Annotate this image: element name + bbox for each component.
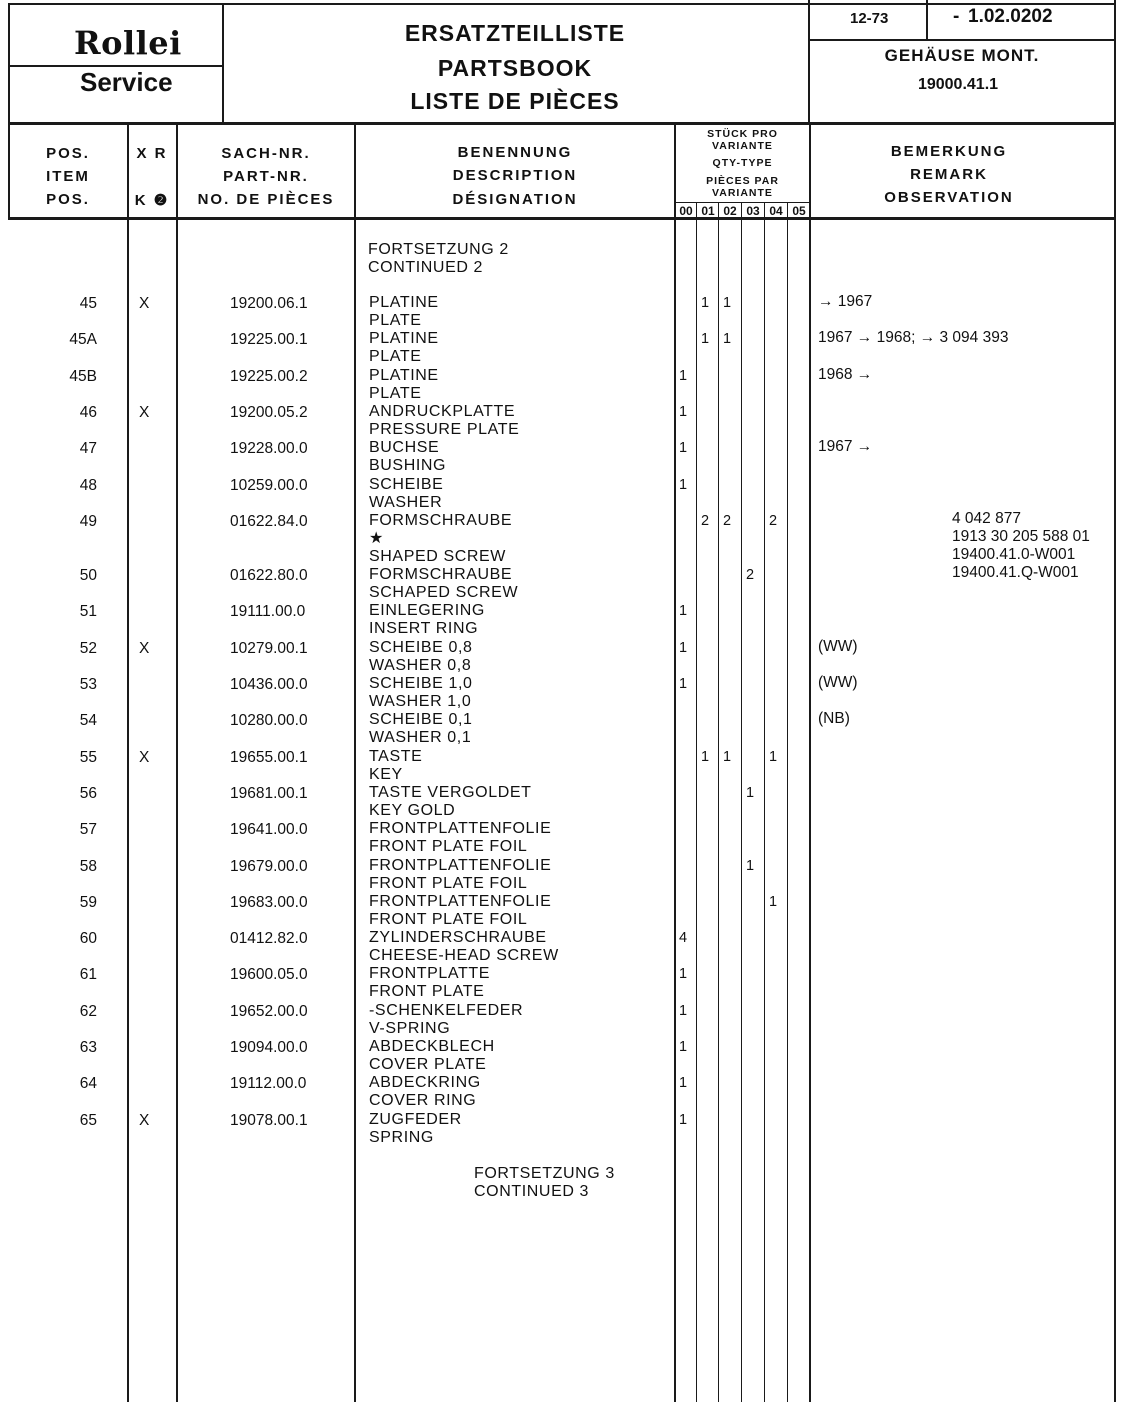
designation-line: PLATE: [369, 348, 422, 365]
qty-variant-04: 2: [768, 513, 778, 529]
title-english: PARTSBOOK: [437, 55, 593, 81]
frame-left-top: [8, 3, 10, 123]
title-german: ERSATZTEILLISTE: [404, 20, 626, 46]
designation-line: COVER RING: [369, 1092, 477, 1109]
part-number: 01622.80.0: [230, 567, 308, 584]
divider-variant-02: [741, 202, 742, 1402]
col-qty-line2: VARIANTE: [712, 140, 773, 152]
part-number: 19679.00.0: [230, 858, 308, 875]
part-number: 19683.00.0: [230, 894, 308, 911]
pos-number: 63: [79, 1039, 97, 1056]
col-desc-en: DESCRIPTION: [452, 167, 578, 184]
pos-number: 64: [79, 1075, 97, 1092]
qty-variant-00: 1: [678, 1112, 688, 1128]
col-pos-en: ITEM: [46, 168, 90, 185]
variant-05: 05: [792, 204, 806, 218]
col-qty-line4: PIÈCES PAR: [706, 175, 779, 187]
issue-date: 12-73: [850, 10, 889, 27]
qty-variant-00: 4: [678, 930, 688, 946]
designation-line: KEY: [369, 766, 403, 783]
designation-line: FRONT PLATE FOIL: [369, 838, 528, 855]
part-number: 19200.06.1: [230, 295, 308, 312]
designation-line: EINLEGERING: [369, 602, 485, 619]
variant-02: 02: [723, 204, 737, 218]
designation-line: BUCHSE: [369, 439, 440, 456]
qty-variant-04: 1: [768, 749, 778, 765]
qty-variant-03: 1: [745, 785, 755, 801]
part-number: 19200.05.2: [230, 404, 308, 421]
continued-top-de: FORTSETZUNG 2: [368, 241, 509, 258]
designation-line: WASHER: [369, 494, 443, 511]
qty-variant-02: 2: [722, 513, 732, 529]
assembly-number: 19000.41.1: [917, 76, 999, 93]
designation-line: PLATE: [369, 385, 422, 402]
designation-line: PLATE: [369, 312, 422, 329]
qty-variant-03: 2: [745, 567, 755, 583]
designation-line: FORMSCHRAUBE: [369, 512, 513, 529]
date-divider: [808, 39, 1116, 41]
pos-number: 50: [79, 567, 97, 584]
continued-top-en: CONTINUED 2: [368, 259, 484, 276]
qty-variant-04: 1: [768, 894, 778, 910]
divider-xr: [176, 124, 178, 1402]
designation-line: FRONTPLATTENFOLIE: [369, 820, 552, 837]
variant-00: 00: [679, 204, 693, 218]
doc-number: 1.02.0202: [968, 6, 1053, 27]
pos-number: 56: [79, 785, 97, 802]
col-part-de: SACH-NR.: [221, 145, 311, 162]
col-pos-fr: POS.: [46, 191, 90, 208]
designation-line: ABDECKRING: [369, 1074, 481, 1091]
divider-variant-01: [718, 202, 719, 1402]
remark: (NB): [818, 710, 850, 727]
designation-line: WASHER 0,8: [369, 657, 472, 674]
title-french: LISTE DE PIÈCES: [410, 88, 620, 114]
pos-number: 65: [79, 1112, 97, 1129]
pos-number: 48: [79, 477, 97, 494]
part-number: 19655.00.1: [230, 749, 308, 766]
qty-variant-02: 1: [722, 749, 732, 765]
pos-number: 51: [79, 603, 97, 620]
part-number: 19094.00.0: [230, 1039, 308, 1056]
col-remark-de: BEMERKUNG: [890, 143, 1008, 160]
part-number: 19641.00.0: [230, 821, 308, 838]
part-number: 19652.00.0: [230, 1003, 308, 1020]
col-qty-line5: VARIANTE: [712, 187, 773, 199]
pos-number: 53: [79, 676, 97, 693]
service-label: Service: [80, 67, 173, 97]
side-remark-1: 4 042 877: [952, 510, 1021, 527]
pos-number: 62: [79, 1003, 97, 1020]
side-remark-2: 1913 30 205 588 01: [952, 528, 1090, 545]
designation-line: COVER PLATE: [369, 1056, 487, 1073]
pos-number: 45B: [69, 368, 97, 385]
part-number: 01412.82.0: [230, 930, 308, 947]
title-bottom: [8, 122, 1116, 125]
divider-variant-00: [696, 202, 697, 1402]
pos-number: 60: [79, 930, 97, 947]
part-number: 01622.84.0: [230, 513, 308, 530]
pos-number: 54: [79, 712, 97, 729]
qty-variant-00: 1: [678, 440, 688, 456]
pos-number: 47: [79, 440, 97, 457]
qty-variant-00: 1: [678, 1075, 688, 1091]
designation-line: PLATINE: [369, 294, 439, 311]
qty-variant-02: 1: [722, 295, 732, 311]
assembly-name: GEHÄUSE MONT.: [884, 46, 1040, 65]
pos-number: 45A: [69, 331, 97, 348]
xr-flag: X: [139, 749, 150, 766]
divider-pos: [127, 124, 129, 1402]
qty-variant-00: 1: [678, 603, 688, 619]
designation-line: ANDRUCKPLATTE: [369, 403, 516, 420]
designation-line: PLATINE: [369, 330, 439, 347]
part-number: 19225.00.1: [230, 331, 308, 348]
designation-line: WASHER 1,0: [369, 693, 472, 710]
remark: 1967 → 1968; → 3 094 393: [818, 329, 1009, 346]
qty-variant-00: 1: [678, 1039, 688, 1055]
pos-number: 59: [79, 894, 97, 911]
remark: 1968 →: [818, 366, 873, 383]
divider-part: [354, 124, 356, 1402]
designation-line: ABDECKBLECH: [369, 1038, 495, 1055]
col-part-en: PART-NR.: [223, 168, 309, 185]
pos-number: 58: [79, 858, 97, 875]
qty-variant-00: 1: [678, 966, 688, 982]
frame-right: [1114, 124, 1116, 1402]
side-remark-4: 19400.41.Q-W001: [952, 564, 1079, 581]
pos-number: 61: [79, 966, 97, 983]
designation-line: FRONTPLATTE: [369, 965, 490, 982]
col-part-fr: NO. DE PIÈCES: [197, 191, 335, 208]
pos-number: 55: [79, 749, 97, 766]
col-remark-en: REMARK: [910, 166, 988, 183]
remark: (WW): [818, 674, 858, 691]
part-number: 10259.00.0: [230, 477, 308, 494]
qty-variant-02: 1: [722, 331, 732, 347]
designation-line: FRONT PLATE FOIL: [369, 911, 528, 928]
part-number: 19112.00.0: [230, 1075, 307, 1092]
xr-flag: X: [139, 640, 150, 657]
doc-number-divider: [926, 0, 928, 40]
col-desc-de: BENENNUNG: [457, 144, 573, 161]
designation-line: SCHAPED SCREW: [369, 584, 519, 601]
part-number: 10280.00.0: [230, 712, 308, 729]
xr-flag: X: [139, 295, 150, 312]
qty-variant-01: 2: [700, 513, 710, 529]
divider-desc: [674, 124, 676, 1402]
rollei-logo: Rollei: [74, 24, 182, 62]
designation-line: SPRING: [369, 1129, 434, 1146]
qty-variant-00: 1: [678, 1003, 688, 1019]
designation-line: BUSHING: [369, 457, 447, 474]
designation-line: FORMSCHRAUBE: [369, 566, 513, 583]
designation-line: TASTE: [369, 748, 423, 765]
xr-flag: X: [139, 1112, 150, 1129]
variant-03: 03: [746, 204, 760, 218]
designation-line: SCHEIBE 1,0: [369, 675, 473, 692]
frame-top: [8, 3, 1116, 5]
col-remark-fr: OBSERVATION: [884, 189, 1014, 206]
designation-line: PLATINE: [369, 367, 439, 384]
part-number: 19078.00.1: [230, 1112, 308, 1129]
qty-variant-03: 1: [745, 858, 755, 874]
designation-line: INSERT RING: [369, 620, 479, 637]
qty-variant-00: 1: [678, 640, 688, 656]
designation-line: FRONTPLATTENFOLIE: [369, 893, 552, 910]
qty-variant-00: 1: [678, 404, 688, 420]
doc-number-dash: -: [953, 6, 960, 27]
divider-variant-04: [787, 202, 788, 1402]
col-xr-top: X R: [136, 145, 168, 162]
col-qty-line1: STÜCK PRO: [707, 128, 778, 140]
designation-line: PRESSURE PLATE: [369, 421, 520, 438]
designation-line: FRONT PLATE FOIL: [369, 875, 528, 892]
xr-flag: X: [139, 404, 150, 421]
designation-line: SCHEIBE 0,8: [369, 639, 473, 656]
continued-bottom-en: CONTINUED 3: [474, 1183, 590, 1200]
designation-line: FRONTPLATTENFOLIE: [369, 857, 552, 874]
part-number: 19600.05.0: [230, 966, 308, 983]
col-qty-line3: QTY-TYPE: [712, 157, 773, 169]
continued-bottom-de: FORTSETZUNG 3: [474, 1165, 615, 1182]
remark: 1967 →: [818, 438, 873, 455]
col-desc-fr: DÉSIGNATION: [452, 191, 578, 208]
designation-line: TASTE VERGOLDET: [369, 784, 532, 801]
qty-variant-00: 1: [678, 477, 688, 493]
designation-line: SCHEIBE: [369, 476, 444, 493]
designation-line: FRONT PLATE: [369, 983, 485, 1000]
designation-line: ZUGFEDER: [369, 1111, 462, 1128]
part-number: 10436.00.0: [230, 676, 308, 693]
col-xr-bottom: K ❷: [134, 192, 170, 209]
divider-variant-03: [764, 202, 765, 1402]
designation-line: ZYLINDERSCHRAUBE: [369, 929, 547, 946]
designation-line: V-SPRING: [369, 1020, 451, 1037]
qty-variant-01: 1: [700, 331, 710, 347]
part-number: 10279.00.1: [230, 640, 308, 657]
designation-line: WASHER 0,1: [369, 729, 472, 746]
remark: → 1967: [818, 293, 873, 310]
side-remark-3: 19400.41.0-W001: [952, 546, 1076, 563]
designation-line: SCHEIBE 0,1: [369, 711, 473, 728]
part-number: 19225.00.2: [230, 368, 308, 385]
variant-01: 01: [701, 204, 715, 218]
designation-line: KEY GOLD: [369, 802, 456, 819]
pos-number: 46: [79, 404, 97, 421]
pos-number: 57: [79, 821, 97, 838]
remark: (WW): [818, 638, 858, 655]
qty-variant-00: 1: [678, 676, 688, 692]
qty-variant-00: 1: [678, 368, 688, 384]
part-number: 19228.00.0: [230, 440, 308, 457]
variant-04: 04: [769, 204, 783, 218]
pos-number: 52: [79, 640, 97, 657]
designation-line: ★: [369, 530, 384, 547]
part-number: 19681.00.1: [230, 785, 308, 802]
designation-line: -SCHENKELFEDER: [369, 1002, 524, 1019]
divider-qty: [809, 124, 811, 1402]
pos-number: 49: [79, 513, 97, 530]
column-header-bottom: [8, 217, 1116, 220]
col-pos-de: POS.: [46, 145, 90, 162]
pos-number: 45: [79, 295, 97, 312]
qty-variant-01: 1: [700, 295, 710, 311]
designation-line: SHAPED SCREW: [369, 548, 506, 565]
part-number: 19111.00.0: [230, 603, 306, 620]
designation-line: CHEESE-HEAD SCREW: [369, 947, 559, 964]
qty-variant-01: 1: [700, 749, 710, 765]
